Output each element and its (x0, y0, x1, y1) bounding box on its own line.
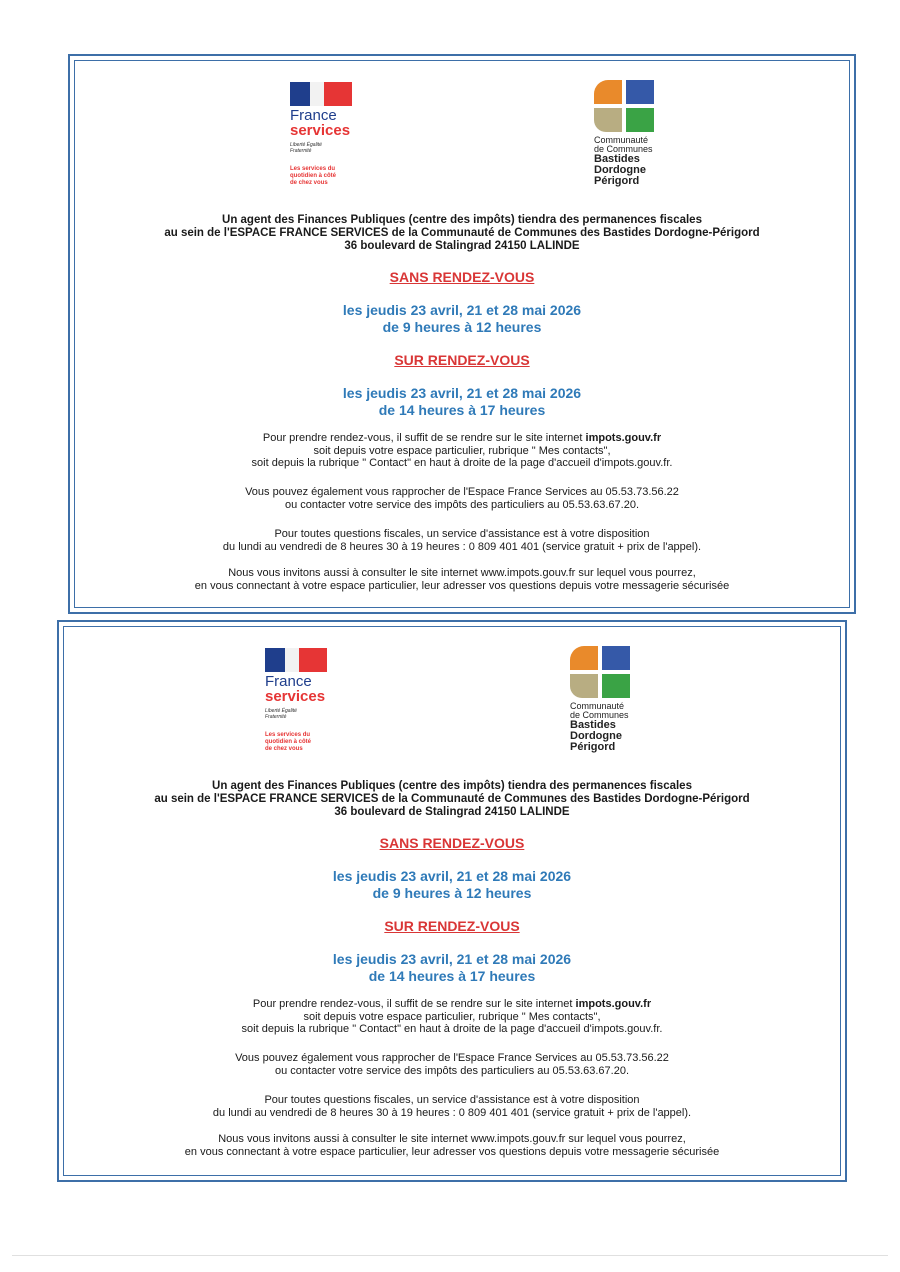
communaute-communes-logo (570, 646, 650, 764)
heading-sur-rendez-vous: SUR RENDEZ-VOUS (384, 918, 520, 934)
logo-tower-icon (602, 646, 630, 670)
logo-text-services: services (290, 122, 351, 139)
intro-text: Un agent des Finances Publiques (centre des impôts) tiendra des permanences fiscales au sein de l'ESPACE FRANCE SERVICES de la Communauté de Communes des Bastides Dordogne-Périgord 36 boulevard de Stalingrad 24150 LALINDE (164, 214, 760, 252)
info-assistance: Pour toutes questions fiscales, un service d'assistance est à votre disposition du lundi au vendredi de 8 heures 30 à 19 heures : 0 809 401 401 (service gratuit + prix de l'appel). (222, 528, 702, 553)
impots-link[interactable]: impots.gouv.fr (585, 432, 662, 444)
flyer-top (68, 54, 856, 614)
dates-sur-rendez-vous: les jeudis 23 avril, 21 et 28 mai 2026 de 14 heures à 17 heures (332, 951, 572, 984)
dates-sans-rendez-vous: les jeudis 23 avril, 21 et 28 mai 2026 de 9 heures à 12 heures (332, 868, 572, 901)
logo-square-beige (570, 674, 598, 698)
logo-motto: Liberté Égalité Fraternité (290, 142, 322, 154)
logo-square-green (602, 674, 630, 698)
info-website: Nous vous invitons aussi à consulter le site internet www.impots.gouv.fr sur lequel vous pourrez, en vous connectant à votre espace particulier, leur adresser vos questions depuis votre messagerie sécurisée (184, 1133, 720, 1158)
heading-sur-rendez-vous: SUR RENDEZ-VOUS (394, 352, 530, 368)
france-services-logo (290, 82, 380, 202)
marianne-flag-icon (265, 648, 327, 672)
heading-sans-rendez-vous: SANS RENDEZ-VOUS (389, 269, 535, 285)
info-website: Nous vous invitons aussi à consulter le site internet www.impots.gouv.fr sur lequel vous pourrez, en vous connectant à votre espace particulier, leur adresser vos questions depuis votre messagerie sécurisée (194, 567, 730, 592)
impots-link[interactable]: impots.gouv.fr (575, 998, 652, 1010)
logo-motto: Liberté Égalité Fraternité (265, 708, 297, 720)
france-services-logo (265, 648, 355, 768)
logo-bastides-text: Bastides Dordogne Périgord (570, 719, 622, 753)
logo-communaute-text: Communauté de Communes (594, 135, 653, 154)
intro-text: Un agent des Finances Publiques (centre des impôts) tiendra des permanences fiscales au sein de l'ESPACE FRANCE SERVICES de la Communauté de Communes des Bastides Dordogne-Périgord 36 boulevard de Stalingrad 24150 LALINDE (154, 780, 750, 818)
logo-square-orange (570, 646, 598, 670)
info-contact: Vous pouvez également vous rapprocher de l'Espace France Services au 05.53.73.56.22 ou contacter votre service des impôts des particuliers au 05.53.63.67.20. (245, 486, 679, 511)
info-appointment: Pour prendre rendez-vous, il suffit de se rendre sur le site internet impots.gouv.fr soit depuis votre espace particulier, rubrique " Mes contacts", soit depuis la rubrique " Contact" en haut à droite de la page d'accueil d'impots.gouv.fr. (241, 998, 663, 1035)
logo-tower-icon (626, 80, 654, 104)
info-assistance: Pour toutes questions fiscales, un service d'assistance est à votre disposition du lundi au vendredi de 8 heures 30 à 19 heures : 0 809 401 401 (service gratuit + prix de l'appel). (212, 1094, 692, 1119)
logo-tagline: Les services du quotidien à côté de chez vous (290, 166, 337, 186)
dates-sans-rendez-vous: les jeudis 23 avril, 21 et 28 mai 2026 de 9 heures à 12 heures (342, 302, 582, 335)
logo-text-france: France (265, 673, 312, 690)
logo-communaute-text: Communauté de Communes (570, 701, 629, 720)
logo-text-france: France (290, 107, 337, 124)
dates-sur-rendez-vous: les jeudis 23 avril, 21 et 28 mai 2026 de 14 heures à 17 heures (342, 385, 582, 418)
flyer-bottom (57, 620, 847, 1182)
info-contact: Vous pouvez également vous rapprocher de l'Espace France Services au 05.53.73.56.22 ou contacter votre service des impôts des particuliers au 05.53.63.67.20. (235, 1052, 669, 1077)
marianne-flag-icon (290, 82, 352, 106)
communaute-communes-logo (594, 80, 674, 198)
logo-tagline: Les services du quotidien à côté de chez vous (265, 732, 312, 752)
logo-bastides-text: Bastides Dordogne Périgord (594, 153, 646, 187)
logo-square-green (626, 108, 654, 132)
logo-square-orange (594, 80, 622, 104)
info-appointment: Pour prendre rendez-vous, il suffit de se rendre sur le site internet impots.gouv.fr soit depuis votre espace particulier, rubrique " Mes contacts", soit depuis la rubrique " Contact" en haut à droite de la page d'accueil d'impots.gouv.fr. (251, 432, 673, 469)
page-bottom-rule (12, 1255, 888, 1256)
heading-sans-rendez-vous: SANS RENDEZ-VOUS (379, 835, 525, 851)
logo-square-beige (594, 108, 622, 132)
logo-text-services: services (265, 688, 326, 705)
